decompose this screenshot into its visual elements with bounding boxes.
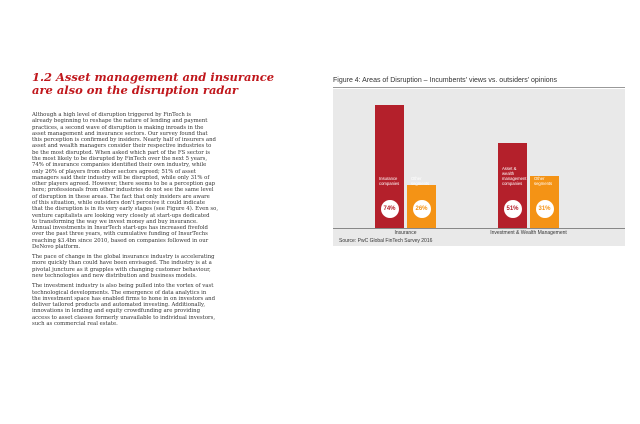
body-line: already beginning to reshape the nature of lending and payment [32,118,208,125]
body-line: The investment industry is also being pulled into the vortex of vast [32,283,214,290]
body-line: here; professionals from other industries do not see the same level [32,187,214,194]
body-line: reaching $3.4bn since 2010, based on companies followed in our [32,237,209,244]
heading-line-2: are also on the disruption radar [32,83,238,97]
bar-value-label: 51% [504,200,522,218]
bar-label-line: companies [502,181,523,186]
bar-series-label [534,176,552,186]
bar-label-line: management [502,176,527,181]
body-line: technological developments. The emergence of data analytics in [32,289,207,296]
bar-label-line: segments [534,181,553,186]
figure-divider [333,87,625,88]
body-line: this perception is confirmed by insiders. Nearly half of insurers and [32,137,216,144]
category-label: Investment & Wealth Management [490,230,567,236]
body-line: other players agreed. However, there seems to be a perception gap [32,181,216,188]
bar-label-line: segments [411,181,430,186]
body-line: asset management and insurance sectors. Our survey found that [32,130,208,137]
x-axis-line [333,228,625,229]
body-line: Although a high level of disruption triggered by FinTech is [32,112,191,118]
bar-label-line: Asset & [502,166,517,171]
body-line: only 26% of players from other sectors agreed; 51% of asset [32,168,196,175]
body-paragraph [32,112,290,250]
body-line: asset and wealth managers consider their respective industries to [32,143,212,150]
bar-value-label: 31% [536,200,554,218]
bar-value-label: 74% [381,200,399,218]
body-line: be the most disrupted. When asked which part of the FS sector is [32,149,210,156]
body-line: innovations in lending and equity crowdfunding are providing [32,308,200,315]
body-text [32,112,290,331]
body-line: the investment space has enabled firms to hone in on investors and [32,295,216,302]
body-line: deliver tailored products and automated investing. Additionally, [32,302,206,309]
bar-series-label [379,176,399,186]
body-line: of disruption in these areas. The fact that only insiders are aware [32,193,210,200]
bar-label-line: Other [534,176,545,181]
body-line: new technologies and new distribution and business models. [32,273,197,280]
body-line: practices, a second wave of disruption is making inroads in the [32,124,204,131]
body-line: DeNovo platform. [32,243,81,250]
body-line: 74% of insurance companies identified their own industry, while [32,162,207,169]
bar-series-label [411,176,429,186]
body-line: of this situation, while outsiders don't perceive it could indicate [32,199,205,206]
body-line: venture capitalists are looking very closely at start-ups dedicated [32,212,210,219]
body-line: over the past three years, with cumulative funding of InsurTechs [32,231,208,238]
bar-series-label [502,166,526,186]
body-line: to transforming the way we invest money and buy insurance. [32,218,198,225]
body-paragraph [32,254,290,279]
bar-value-label: 26% [413,200,431,218]
section-heading [32,70,275,97]
bar-label-line: wealth [502,171,515,176]
bar-label-line: Other [411,176,422,181]
body-paragraph [32,283,290,327]
bar-chart [333,89,625,246]
category-label: Insurance [394,230,417,236]
body-line: managers said their industry will be disrupted, while only 31% of [32,174,210,181]
body-line: the most likely to be disrupted by FinTech over the next 5 years, [32,155,208,162]
body-line: pivotal juncture as it grapples with changing customer behaviour, [32,266,211,273]
body-line: access to asset classes formerly unavailable to individual investors, [32,314,216,321]
body-line: that the disruption is in its very early stages (see Figure 4). Even so, [32,206,219,213]
body-line: such as commercial real estate. [32,321,118,327]
body-line: more quickly than could have been envisaged. The industry is at a [32,260,212,267]
figure-title: Figure 4: Areas of Disruption – Incumbents' views vs. outsiders' opinions [333,77,558,84]
heading-line-1: 1.2 Asset management and insurance [32,70,275,84]
body-line: Annual investments in InsurTech start-ups has increased fivefold [32,225,208,232]
bar-label-line: Insurance [379,176,398,181]
bar-label-line: companies [379,181,400,186]
body-line: The pace of change in the global insurance industry is accelerating [32,254,215,261]
figure-source: Source: PwC Global FinTech Survey 2016 [339,238,433,244]
